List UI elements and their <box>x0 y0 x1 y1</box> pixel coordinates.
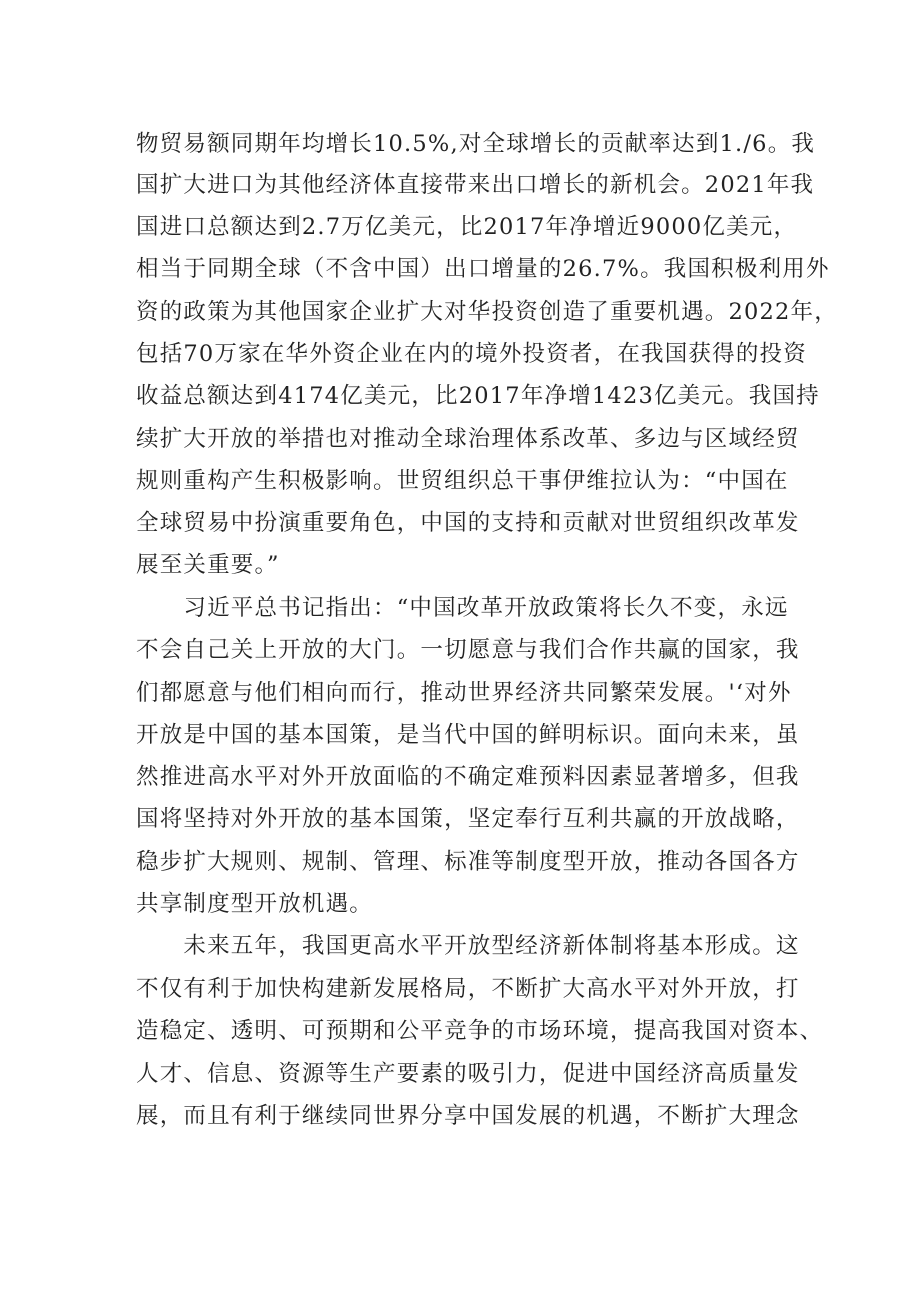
text-line: 然推进高水平对外开放面临的不确定难预料因素显著增多，但我 <box>136 764 800 790</box>
text-line: 们都愿意与他们相向而行，推动世界经济共同繁荣发展。'‘对外 <box>136 680 792 706</box>
text-line: 展，而且有利于继续同世界分享中国发展的机遇，不断扩大理念 <box>136 1103 800 1129</box>
text-line: 国将坚持对外开放的基本国策，坚定奉行互利共赢的开放战略， <box>136 806 800 832</box>
text-line: 国扩大进口为其他经济体直接带来出口增长的新机会。2021年我 <box>136 172 815 198</box>
text-line: 规则重构产生积极影响。世贸组织总干事伊维拉认为：“中国在 <box>136 468 789 494</box>
text-line: 习近平总书记指出：“中国改革开放政策将长久不变，永远 <box>136 595 789 621</box>
text-line: 展至关重要。” <box>136 552 280 578</box>
text-line: 全球贸易中扮演重要角色，中国的支持和贡献对世贸组织改革发 <box>136 510 800 536</box>
text-line: 收益总额达到4174亿美元，比2017年净增1423亿美元。我国持 <box>136 383 820 409</box>
text-line: 相当于同期全球（不含中国）出口增量的26.7%。我国积极利用外 <box>136 256 830 282</box>
text-line: 资的政策为其他国家企业扩大对华投资创造了重要机遇。2022年， <box>136 299 838 325</box>
text-line: 国进口总额达到2.7万亿美元，比2017年净增近9000亿美元， <box>136 214 798 240</box>
text-line: 续扩大开放的举措也对推动全球治理体系改革、多边与区域经贸 <box>136 426 800 452</box>
text-line: 造稳定、透明、可预期和公平竞争的市场环境，提高我国对资本、 <box>136 1018 824 1044</box>
text-line: 物贸易额同期年均增长10.5%,对全球增长的贡献率达到1./6。我 <box>136 131 816 157</box>
text-line: 共享制度型开放机遇。 <box>136 891 374 917</box>
text-line: 不仅有利于加快构建新发展格局，不断扩大高水平对外开放，打 <box>136 976 800 1002</box>
text-line: 人才、信息、资源等生产要素的吸引力，促进中国经济高质量发 <box>136 1061 800 1087</box>
text-line: 包括70万家在华外资企业在内的境外投资者，在我国获得的投资 <box>136 341 807 367</box>
text-line: 不会自己关上开放的大门。一切愿意与我们合作共赢的国家，我 <box>136 637 800 663</box>
text-line: 开放是中国的基本国策，是当代中国的鲜明标识。面向未来，虽 <box>136 722 800 748</box>
text-line: 稳步扩大规则、规制、管理、标准等制度型开放，推动各国各方 <box>136 849 800 875</box>
text-line: 未来五年，我国更高水平开放型经济新体制将基本形成。这 <box>136 933 800 959</box>
